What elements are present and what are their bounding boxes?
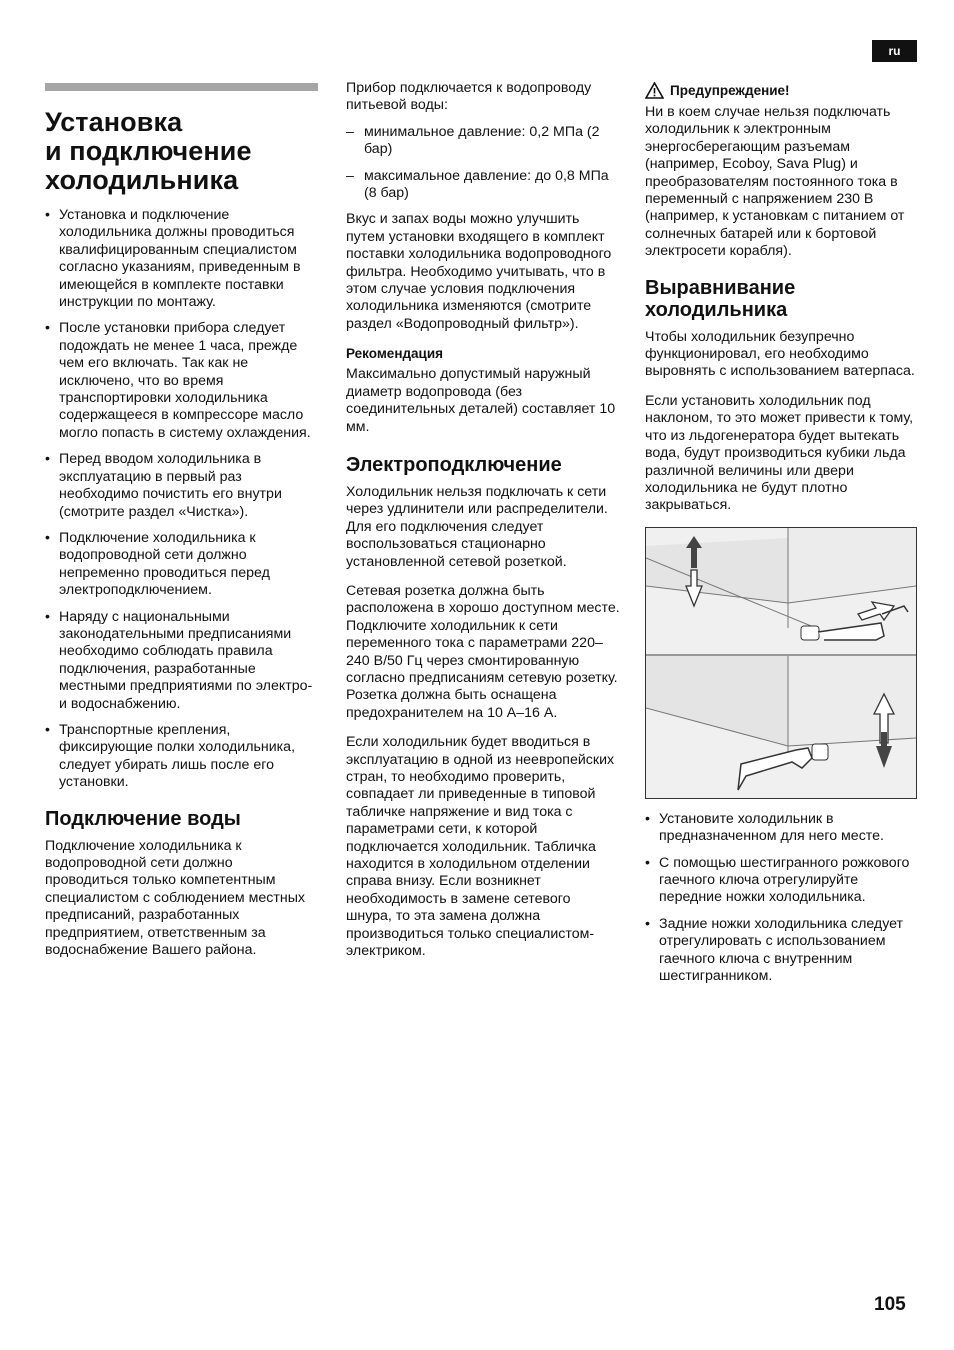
list-item: • Перед вводом холодильника в эксплуатацию в первый раз необходимо почистить его внутри (смотрите раздел «Чистка»). (45, 451, 317, 521)
column-3 (645, 82, 920, 994)
list-item: • С помощью шестигранного рожкового гаечного ключа отрегулируйте передние ножки холодильника. (645, 855, 920, 907)
leveling-text-1: Чтобы холодильник безупречно функционировал, его необходимо выровнять с использованием ватерпаса. (645, 328, 915, 380)
list-item: • Установите холодильник в предназначенном для него месте. (645, 811, 920, 846)
list-item: • Транспортные крепления, фиксирующие полки холодильника, следует убирать лишь после его установки. (45, 722, 317, 792)
warning-text: Ни в коем случае нельзя подключать холодильник к электронным энергосберегающим разъемам (например, Ecoboy, Sava Plug) и преобразователям постоянного тока в переменный с напряжением 230 В (например, к установкам с питанием от солнечных батарей или к бортовой электросети корабля). (645, 104, 905, 260)
install-list (45, 207, 317, 792)
column-1 (45, 108, 317, 971)
electric-heading: Электроподключение (346, 453, 562, 476)
page-number: 105 (874, 1294, 906, 1315)
list-item: • Установка и подключение холодильника должны проводиться квалифицированным специалистом согласно указаниям, приведенным в имеющейся в комплекте поставки инструкции по монтажу. (45, 207, 317, 311)
water-text: Подключение холодильника к водопроводной сети должно проводиться только компетентным специалистом с соблюдением местных предписаний, разработанных предприятием, ответственным за водоснабжение Вашего района. (45, 837, 305, 959)
page-title: Установка и подключение холодильника (45, 107, 252, 195)
warning-label (645, 82, 920, 99)
recommendation-heading: Рекомендация (346, 346, 444, 362)
pressure-list (346, 124, 620, 203)
list-item: – минимальное давление: 0,2 МПа (2 бар) (346, 124, 620, 159)
column-2 (346, 80, 620, 972)
warning-icon (645, 82, 664, 99)
list-item: • Наряду с национальными законодательными предписаниями необходимо соблюдать правила подключения, разработанные местными предприятиями по электро- и водоснабжению. (45, 609, 317, 713)
list-item: – максимальное давление: до 0,8 МПа (8 бар) (346, 168, 620, 203)
language-badge: ru (872, 40, 917, 62)
list-item: • Задние ножки холодильника следует отрегулировать с использованием гаечного ключа с внутренним шестигранником. (645, 916, 920, 986)
filter-text: Вкус и запах воды можно улучшить путем установки входящего в комплект поставки холодильника водопроводного фильтра. Необходимо учитывать, что в этом случае условия подключения холодильника изменяются (смотрите раздел «Водопроводный фильтр»). (346, 211, 612, 332)
water-heading: Подключение воды (45, 807, 241, 830)
water-intro: Прибор подключается к водопроводу питьевой воды: (346, 80, 592, 114)
leveling-heading: Выравнивание холодильника (645, 276, 796, 321)
recommendation-text: Максимально допустимый наружный диаметр водопровода (без соединительных деталей) составляет 10 мм. (346, 366, 616, 435)
electric-text-2: Сетевая розетка должна быть расположена в хорошо доступном месте. Подключите холодильник к сети переменного тока с параметрами 220–240 В/50 Гц через смонтированную согласно предписаниям сетевую розетку. Розетка должна быть оснащена предохранителем на 10 А–16 А. (346, 582, 620, 721)
warning-label-text: Предупреждение! (670, 83, 790, 98)
leveling-list (645, 811, 920, 986)
fridge-feet-adjustment-image (646, 528, 916, 798)
electric-text-1: Холодильник нельзя подключать к сети через удлинители или распределители. Для его подключения следует воспользоваться стационарно установленной сетевой розеткой. (346, 483, 608, 570)
list-item: • Подключение холодильника к водопроводной сети должно непременно проводиться перед электроподключением. (45, 530, 317, 600)
section-rule (45, 83, 318, 91)
leveling-text-2: Если установить холодильник под наклоном, то это может привести к тому, что из льдогенератора будет вытекать вода, будут производиться кубики льда различной величины или двери холодильника не будут плотно закрываться. (645, 392, 914, 514)
electric-text-3: Если холодильник будет вводиться в эксплуатацию в одной из неевропейских стран, то необходимо проверить, совпадает ли приведенные в типовой табличке напряжение и вид тока с параметрами сети, к которой подключается холодильник. Табличка находится в холодильном отделении справа внизу. Если возникнет необходимость в замене сетевого шнура, то эта замена должна производиться только специалистом-электриком. (346, 734, 615, 960)
list-item: • После установки прибора следует подождать не менее 1 часа, прежде чем его включать. Так как не исключено, что во время транспортировки холодильника содержащееся в компрессоре масло могло попасть в систему охлаждения. (45, 320, 317, 442)
leveling-illustration (645, 527, 917, 799)
